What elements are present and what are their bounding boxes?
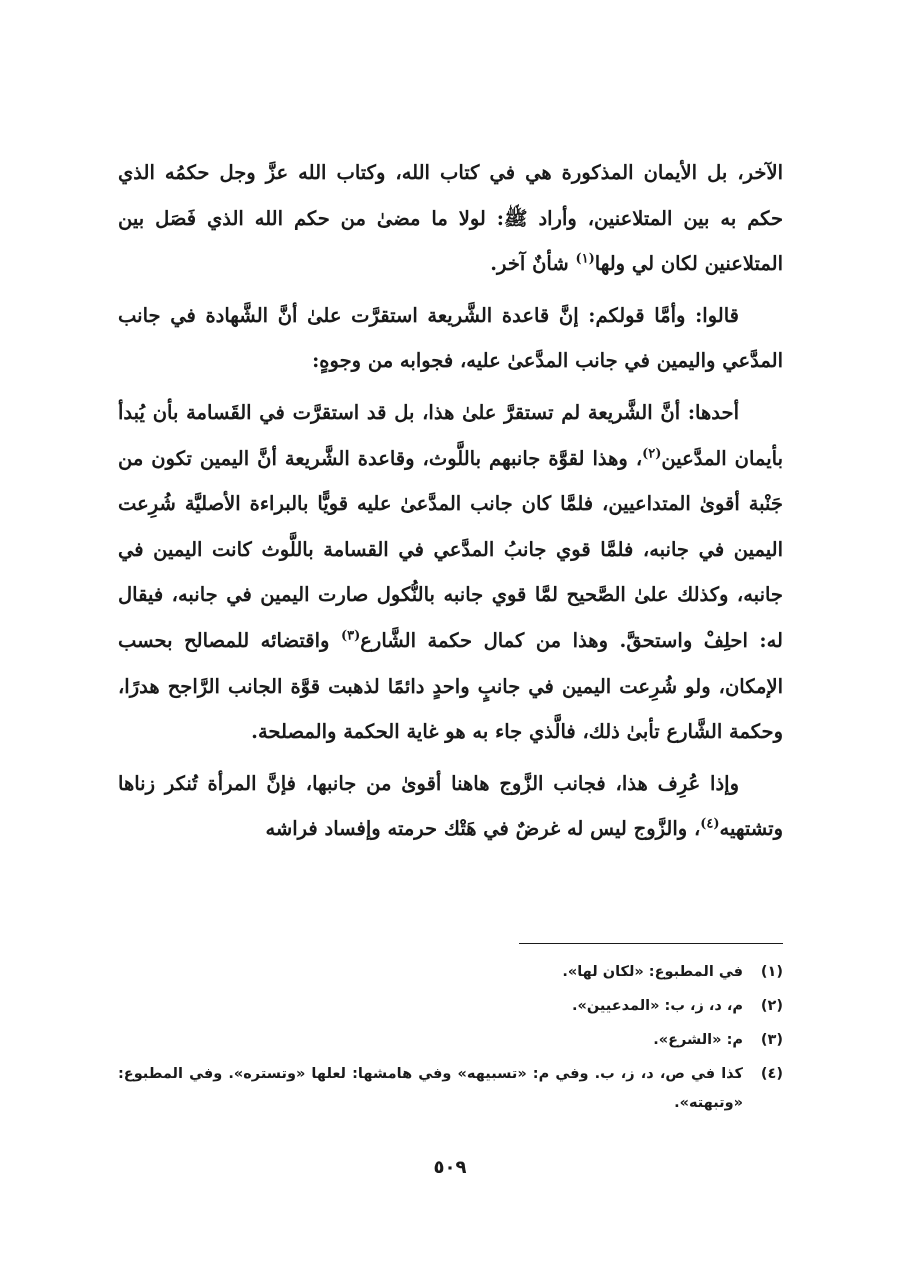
- footnotes-section: [118, 958, 783, 1123]
- footnote-3: [118, 1026, 783, 1055]
- footnote-number: (٤): [760, 1066, 783, 1082]
- paragraph-3-part-a: أحدها: أنَّ الشَّريعة لم تستقرَّ علىٰ هذا، بل قد استقرَّت في القَسامة بأن يُبدأ بأيمان المدَّعين: [118, 400, 784, 470]
- footnote-text: م: «الشرع».: [653, 1032, 743, 1048]
- footnote-number: (١): [760, 964, 783, 980]
- footnote-number: (٣): [760, 1032, 783, 1048]
- paragraph-1: [118, 150, 783, 287]
- footnote-ref-1[interactable]: (١): [575, 251, 595, 267]
- paragraph-1-text: الآخر، بل الأيمان المذكورة هي في كتاب الله، وكتاب الله عزَّ وجل حكمُه الذي حكم به بين المتلاعنين، وأراد ﷺ: لولا ما مضىٰ من حكم الله الذي فَصَل بين المتلاعنين لكان لي ولها: [118, 161, 783, 276]
- footnote-ref-2[interactable]: (٢): [642, 446, 662, 462]
- main-text: [118, 150, 783, 858]
- footnote-ref-4[interactable]: (٤): [700, 816, 720, 832]
- paragraph-3: [118, 390, 783, 755]
- footnote-1: [118, 958, 783, 987]
- footnote-text: كذا في ص، د، ز، ب. وفي م: «تسبيهه» وفي هامشها: لعلها «وتستره». وفي المطبوع: «وتبهته».: [118, 1066, 743, 1111]
- footnote-text: م، د، ز، ب: «المدعيين».: [571, 998, 743, 1014]
- footnote-ref-3[interactable]: (٣): [340, 628, 361, 644]
- paragraph-3-part-b: ، وهذا لقوَّة جانبهم باللَّوث، وقاعدة الشَّريعة أنَّ اليمين تكون من جَنْبة أقوىٰ المتداعيين، فلمَّا كان جانب المدَّعىٰ عليه قويًّا بالبراءة الأصليَّة شُرِعت اليمين في جانبه، فلمَّا قوي جانبُ المدَّعي في القسامة باللَّوث كانت اليمين في جانبه، وكذلك علىٰ الصَّحيح لمَّا قوي جانبه بالنُّكول صارت اليمين في جانبه، فيقال له: احلِفْ واستحقَّ. وهذا من كمال حكمة الشَّارع: [118, 446, 783, 652]
- footnote-text: في المطبوع: «لكان لها».: [562, 964, 743, 980]
- footnote-2: [118, 992, 783, 1021]
- footnote-divider: [519, 943, 783, 944]
- paragraph-4: [118, 761, 783, 852]
- paragraph-4-part-a: وإذا عُرِف هذا، فجانب الزَّوج هاهنا أقوىٰ من جانبها، فإنَّ المرأة تُنكر زناها وتشتهيه: [118, 771, 783, 841]
- page-number: ٥٠٩: [433, 1157, 467, 1178]
- footnote-4: [118, 1060, 783, 1118]
- paragraph-2: قالوا: وأمَّا قولكم: إنَّ قاعدة الشَّريعة استقرَّت علىٰ أنَّ الشَّهادة في جانب المدَّعي واليمين في جانب المدَّعىٰ عليه، فجوابه من وجوهٍ:: [118, 303, 783, 373]
- paragraph-1-end: شأنٌ آخر.: [490, 252, 576, 276]
- paragraph-4-part-b: ، والزَّوج ليس له غرضٌ في هَتْك حرمته وإفساد فراشه: [265, 817, 701, 841]
- paragraph-3-part-c: واقتضائه للمصالح بحسب الإمكان، ولو شُرِعت اليمين في جانبٍ واحدٍ دائمًا لذهبت قوَّة الجانب الرَّاجح هدرًا، وحكمة الشَّارع تأبىٰ ذلك، فالَّذي جاء به هو غاية الحكمة والمصلحة.: [118, 628, 783, 744]
- footnote-number: (٢): [760, 998, 783, 1014]
